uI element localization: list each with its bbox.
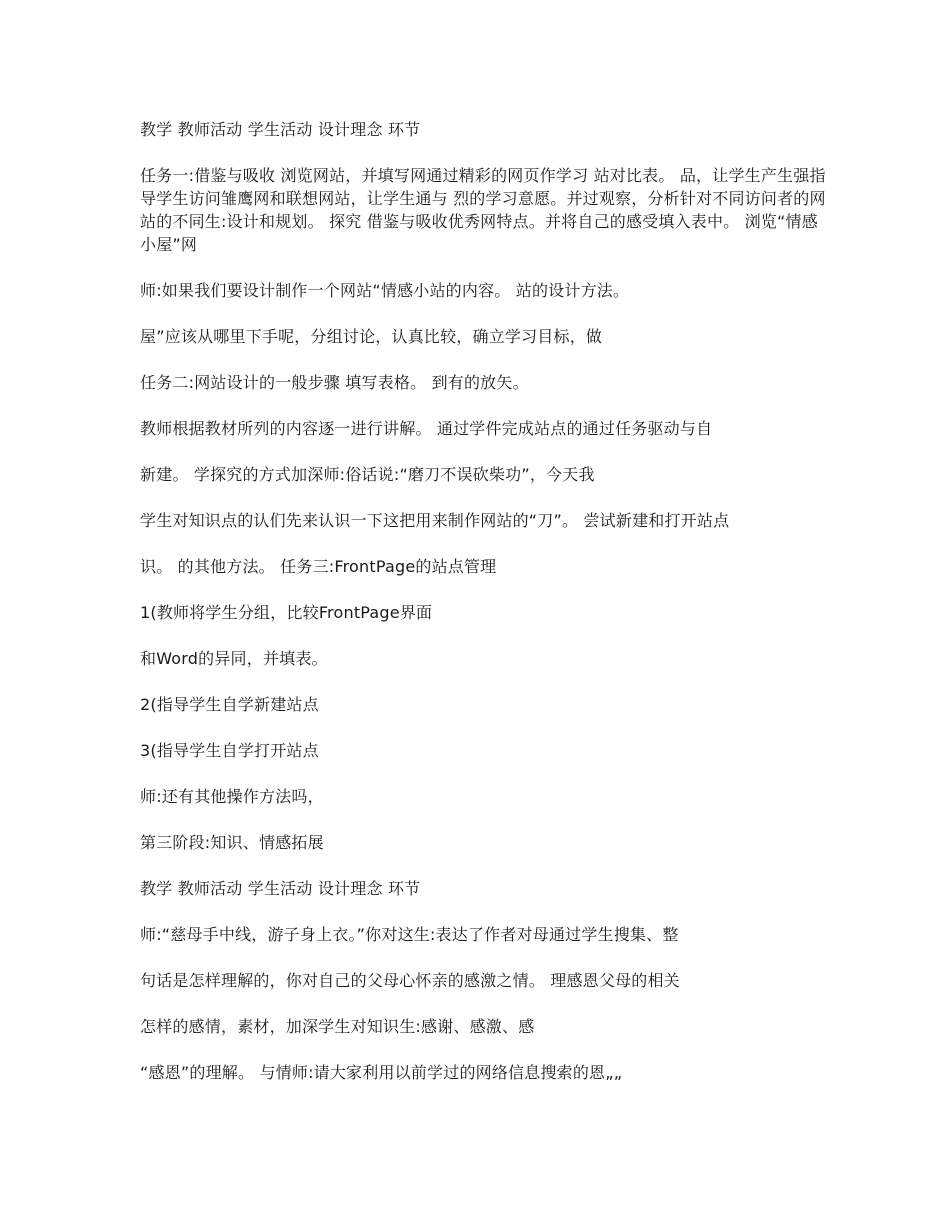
- paragraph: 教学 教师活动 学生活动 设计理念 环节: [140, 879, 421, 898]
- paragraph: “感恩”的理解。 与情师:请大家利用以前学过的网络信息搜索的恩„„: [140, 1063, 623, 1082]
- document-body: [140, 118, 830, 1107]
- paragraph: 和Word的异同，并填表。: [140, 649, 328, 668]
- paragraph: 师:“慈母手中线，游子身上衣。”你对这生:表达了作者对母通过学生搜集、整: [140, 925, 679, 944]
- paragraph: 教学 教师活动 学生活动 设计理念 环节: [140, 120, 421, 139]
- paragraph: 句话是怎样理解的，你对自己的父母心怀亲的感激之情。 理感恩父母的相关: [140, 971, 680, 990]
- paragraph: 屋”应该从哪里下手呢，分组讨论，认真比较，确立学习目标，做: [140, 327, 603, 346]
- paragraph: 师:如果我们要设计制作一个网站“情感小站的内容。 站的设计方法。: [140, 281, 630, 300]
- paragraph: 师:还有其他操作方法吗，: [140, 787, 324, 806]
- paragraph: 2(指导学生自学新建站点: [140, 695, 319, 714]
- paragraph: 识。 的其他方法。 任务三:FrontPage的站点管理: [140, 557, 497, 576]
- paragraph: 教师根据教材所列的内容逐一进行讲解。 通过学件完成站点的通过任务驱动与自: [140, 419, 713, 438]
- paragraph: 第三阶段:知识、情感拓展: [140, 833, 324, 852]
- paragraph: 新建。 学探究的方式加深师:俗话说:“磨刀不误砍柴功”，今天我: [140, 465, 595, 484]
- paragraph: 1(教师将学生分组，比较FrontPage界面: [140, 603, 433, 622]
- paragraph: 任务二:网站设计的一般步骤 填写表格。 到有的放矢。: [140, 373, 529, 392]
- paragraph: 学生对知识点的认们先来认识一下这把用来制作网站的“刀”。 尝试新建和打开站点: [140, 511, 730, 530]
- paragraph: 任务一:借鉴与吸收 浏览网站，并填写网通过精彩的网页作学习 站对比表。 品，让学生产生强指导学生访问雏鹰网和联想网站，让学生通与 烈的学习意愿。并过观察，分析针对不同访问者的网站的不同生:设计和规划。 探究 借鉴与吸收优秀网特点。并将自己的感受填入表中。 浏览“情感小屋”网: [140, 166, 826, 254]
- paragraph: 怎样的感情，素材，加深学生对知识生:感谢、感激、感: [140, 1017, 535, 1036]
- paragraph: 3(指导学生自学打开站点: [140, 741, 319, 760]
